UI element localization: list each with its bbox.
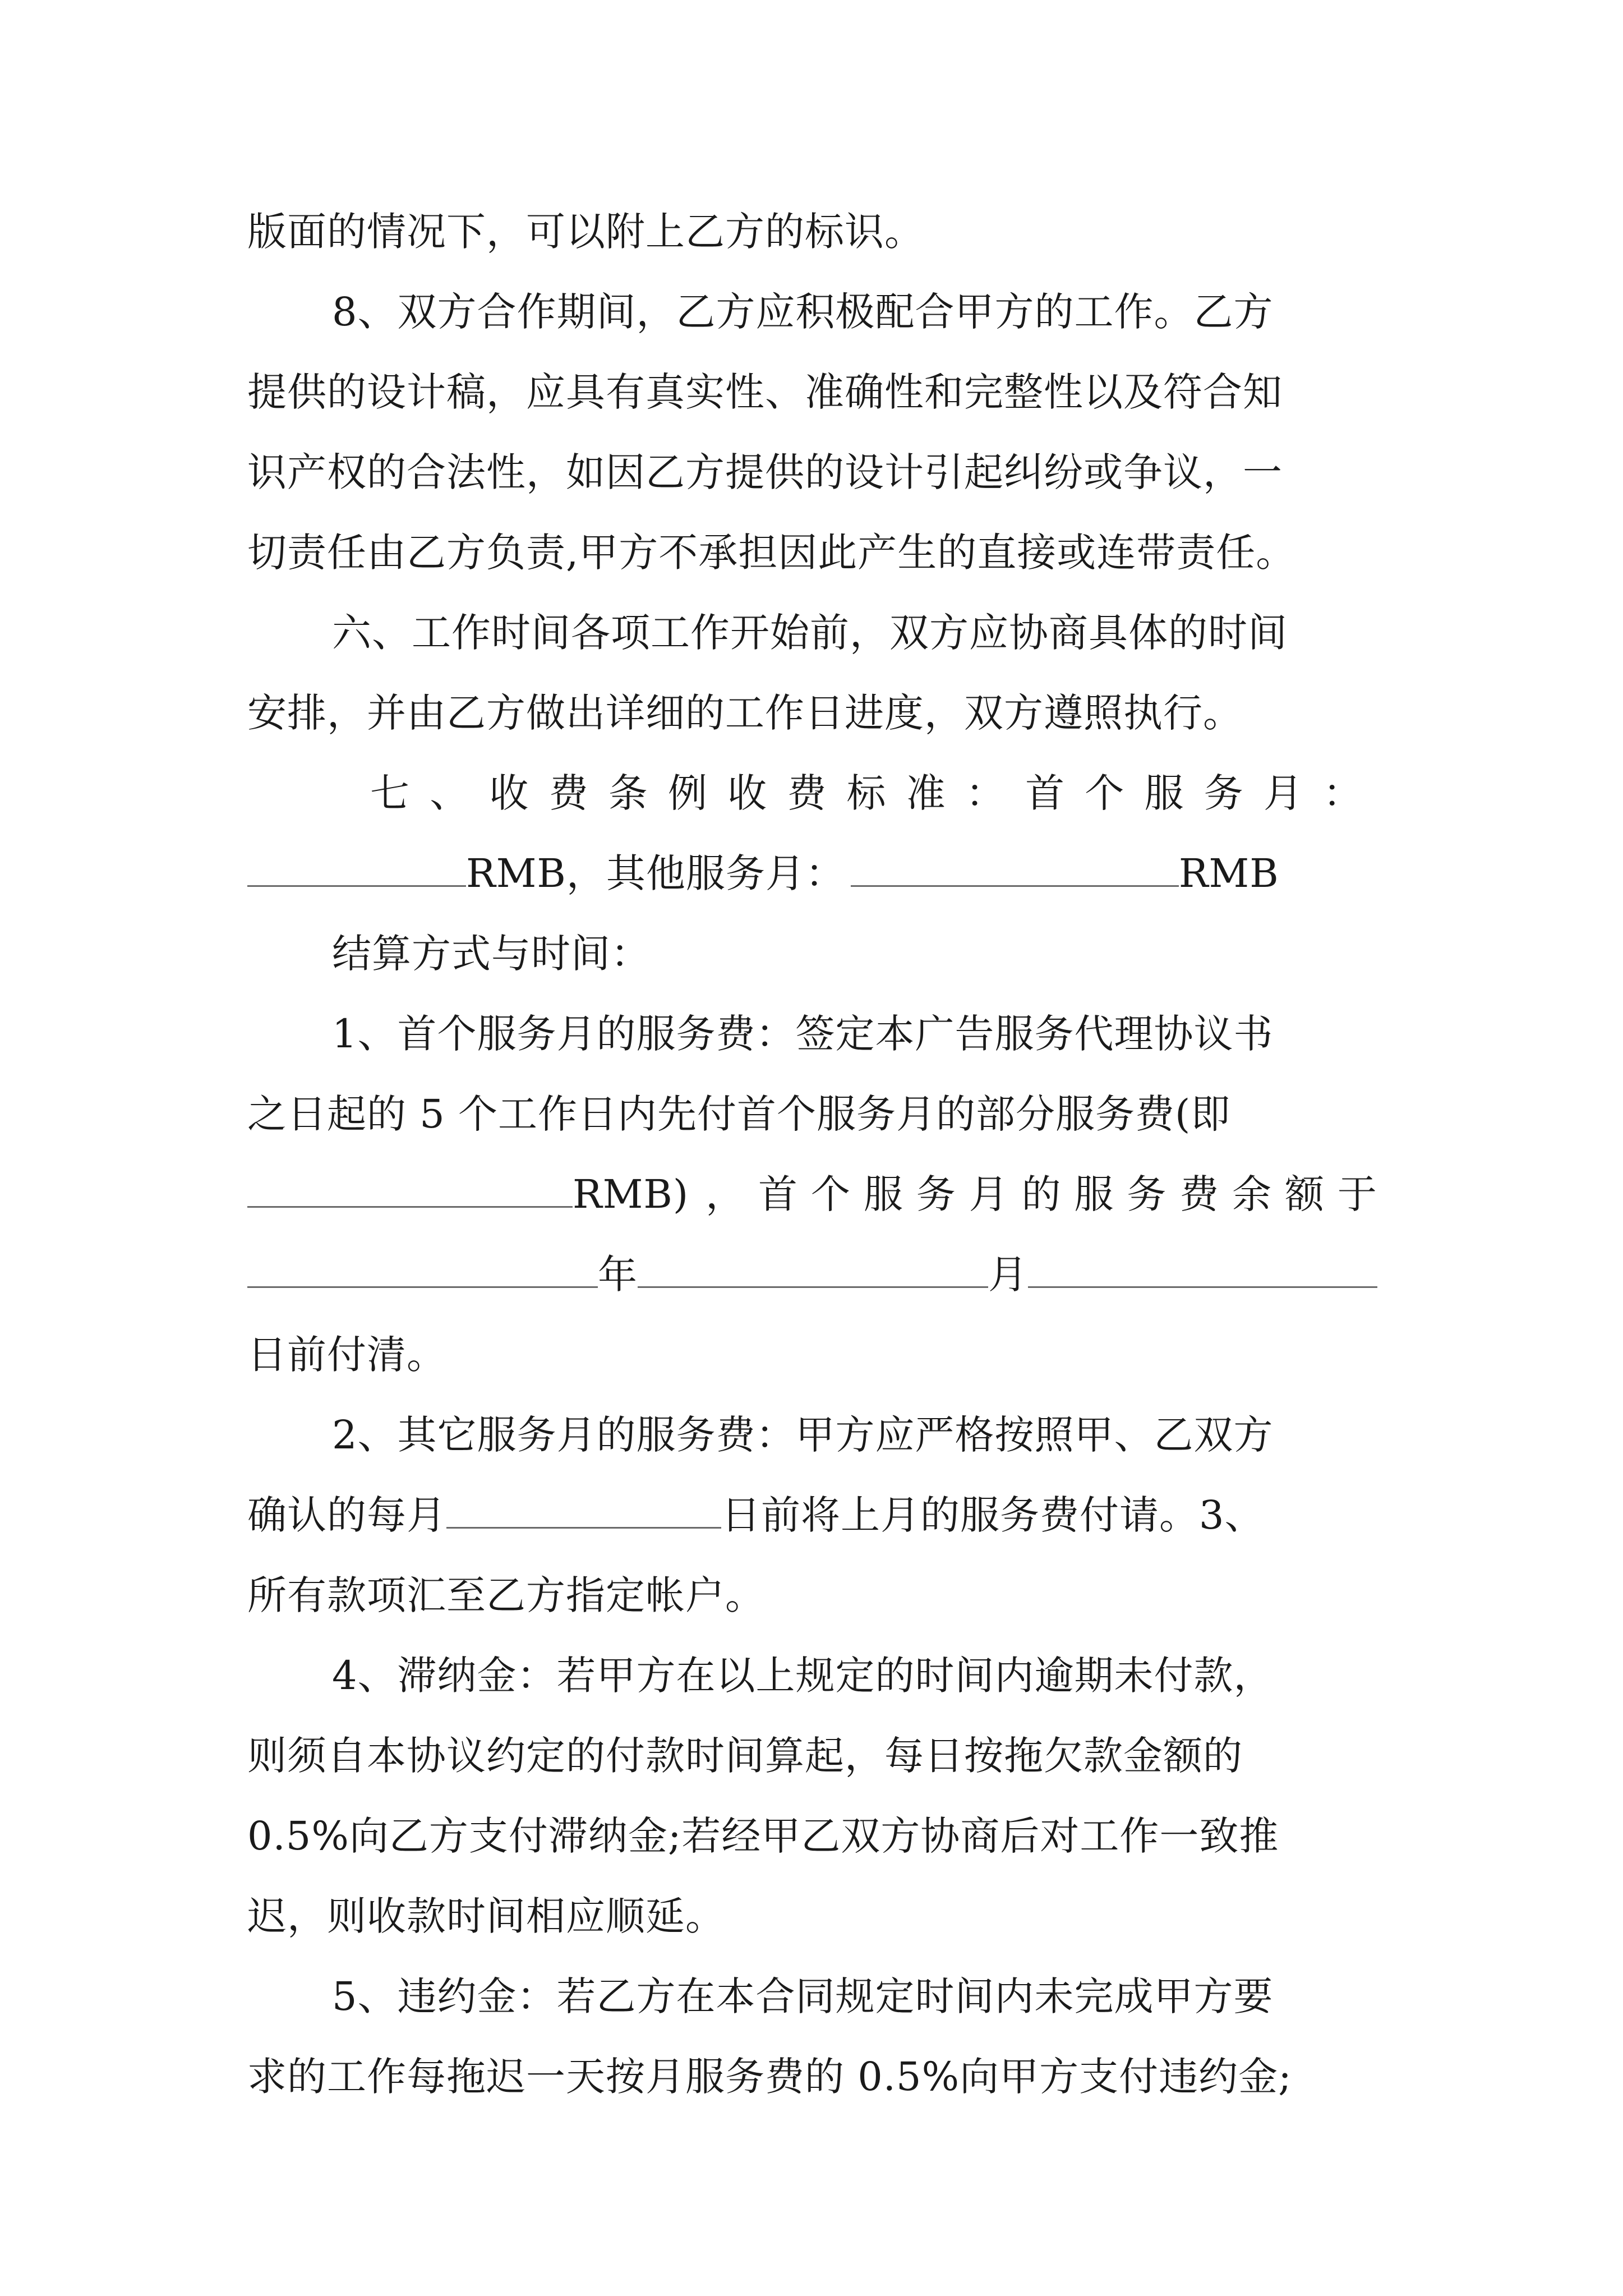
monthly-due-day-blank[interactable] [446, 1483, 721, 1529]
heading-char: 务 [1204, 770, 1244, 816]
due-date-line [247, 1238, 1377, 1311]
heading-char: 标 [846, 770, 887, 816]
due-year-blank[interactable] [247, 1243, 598, 1288]
text-char: 费 [1179, 1171, 1220, 1217]
fee-text: RMB，其他服务月： [466, 850, 845, 896]
text-fragment: 确认的每月 [247, 1492, 446, 1538]
section-6-heading: 六、工作时间各项工作开始前，双方应协商具体的时间 [332, 610, 1288, 656]
text-char: 余 [1232, 1171, 1272, 1217]
month-text: 月 [988, 1251, 1028, 1297]
heading-char: 条 [608, 770, 648, 816]
currency-text: RMB) [573, 1171, 689, 1217]
heading-char: 月 [1263, 770, 1303, 816]
clause-2-line: 2、其它服务月的服务费：甲方应严格按照甲、乙双方 [332, 1412, 1274, 1458]
text-line: 0.5%向乙方支付滞纳金;若经甲乙双方协商后对工作一致推 [247, 1813, 1279, 1859]
text-char: 首 [758, 1171, 799, 1217]
partial-fee-blank[interactable] [247, 1162, 573, 1208]
clause-1-line: 1、首个服务月的服务费：签定本广告服务代理协议书 [332, 1011, 1274, 1057]
settlement-heading: 结算方式与时间： [332, 931, 651, 977]
heading-char: 收 [727, 770, 768, 816]
heading-char: 服 [1144, 770, 1184, 816]
text-line: 提供的设计稿，应具有真实性、准确性和完整性以及符合知 [247, 369, 1283, 415]
heading-char: 个 [1085, 770, 1125, 816]
monthly-due-line [247, 1479, 1265, 1552]
heading-char: ： [1323, 770, 1363, 816]
currency-text: RMB [1178, 850, 1279, 896]
clause-5-line: 5、违约金：若乙方在本合同规定时间内未完成甲方要 [332, 1973, 1274, 2019]
clause-8-line: 8、双方合作期间，乙方应积极配合甲方的工作。乙方 [332, 289, 1274, 335]
text-line: 日前付清。 [247, 1332, 446, 1378]
other-month-fee-blank[interactable] [851, 841, 1179, 887]
text-line: 识产权的合法性，如因乙方提供的设计引起纠纷或争议，一 [247, 449, 1283, 495]
spaced-text [706, 1158, 1377, 1231]
text-line: 所有款项汇至乙方指定帐户。 [247, 1572, 765, 1618]
section-7-heading [370, 757, 1363, 830]
text-fragment: 日前将上月的服务费付请。3、 [721, 1492, 1265, 1538]
text-char: 月 [969, 1171, 1009, 1217]
heading-char: 收 [489, 770, 529, 816]
due-month-blank[interactable] [638, 1243, 988, 1288]
text-char: 服 [863, 1171, 903, 1217]
partial-fee-line [247, 1158, 1377, 1231]
heading-char: 准 [906, 770, 946, 816]
text-line: 迟，则收款时间相应顺延。 [247, 1893, 725, 1939]
text-char: 额 [1284, 1171, 1325, 1217]
heading-char: 例 [667, 770, 708, 816]
text-char: 于 [1337, 1171, 1377, 1217]
heading-char: 首 [1025, 770, 1066, 816]
clause-4-line: 4、滞纳金：若甲方在以上规定的时间内逾期未付款， [332, 1653, 1274, 1699]
heading-char: 费 [787, 770, 827, 816]
text-line: 求的工作每拖迟一天按月服务费的 0.5%向甲方支付违约金; [247, 2054, 1292, 2100]
fee-line [247, 837, 1279, 910]
text-char: 务 [1127, 1171, 1167, 1217]
due-day-blank[interactable] [1028, 1243, 1377, 1288]
text-char: 个 [810, 1171, 851, 1217]
text-line: 安排，并由乙方做出详细的工作日进度，双方遵照执行。 [247, 690, 1243, 736]
text-line: 切责任由乙方负责,甲方不承担因此产生的直接或连带责任。 [247, 530, 1296, 576]
text-char: 服 [1074, 1171, 1114, 1217]
text-line: 之日起的 5 个工作日内先付首个服务月的部分服务费(即 [247, 1091, 1231, 1137]
text-char: 务 [916, 1171, 956, 1217]
text-char: 的 [1021, 1171, 1062, 1217]
heading-char: ： [965, 770, 1006, 816]
heading-char: 、 [430, 770, 470, 816]
heading-char: 费 [548, 770, 589, 816]
text-line: 则须自本协议约定的付款时间算起，每日按拖欠款金额的 [247, 1733, 1243, 1779]
heading-char: 七 [370, 770, 410, 816]
first-month-fee-blank[interactable] [247, 841, 466, 887]
text-line: 版面的情况下，可以附上乙方的标识。 [247, 209, 924, 255]
year-text: 年 [598, 1251, 638, 1297]
text-char: ， [706, 1171, 746, 1217]
